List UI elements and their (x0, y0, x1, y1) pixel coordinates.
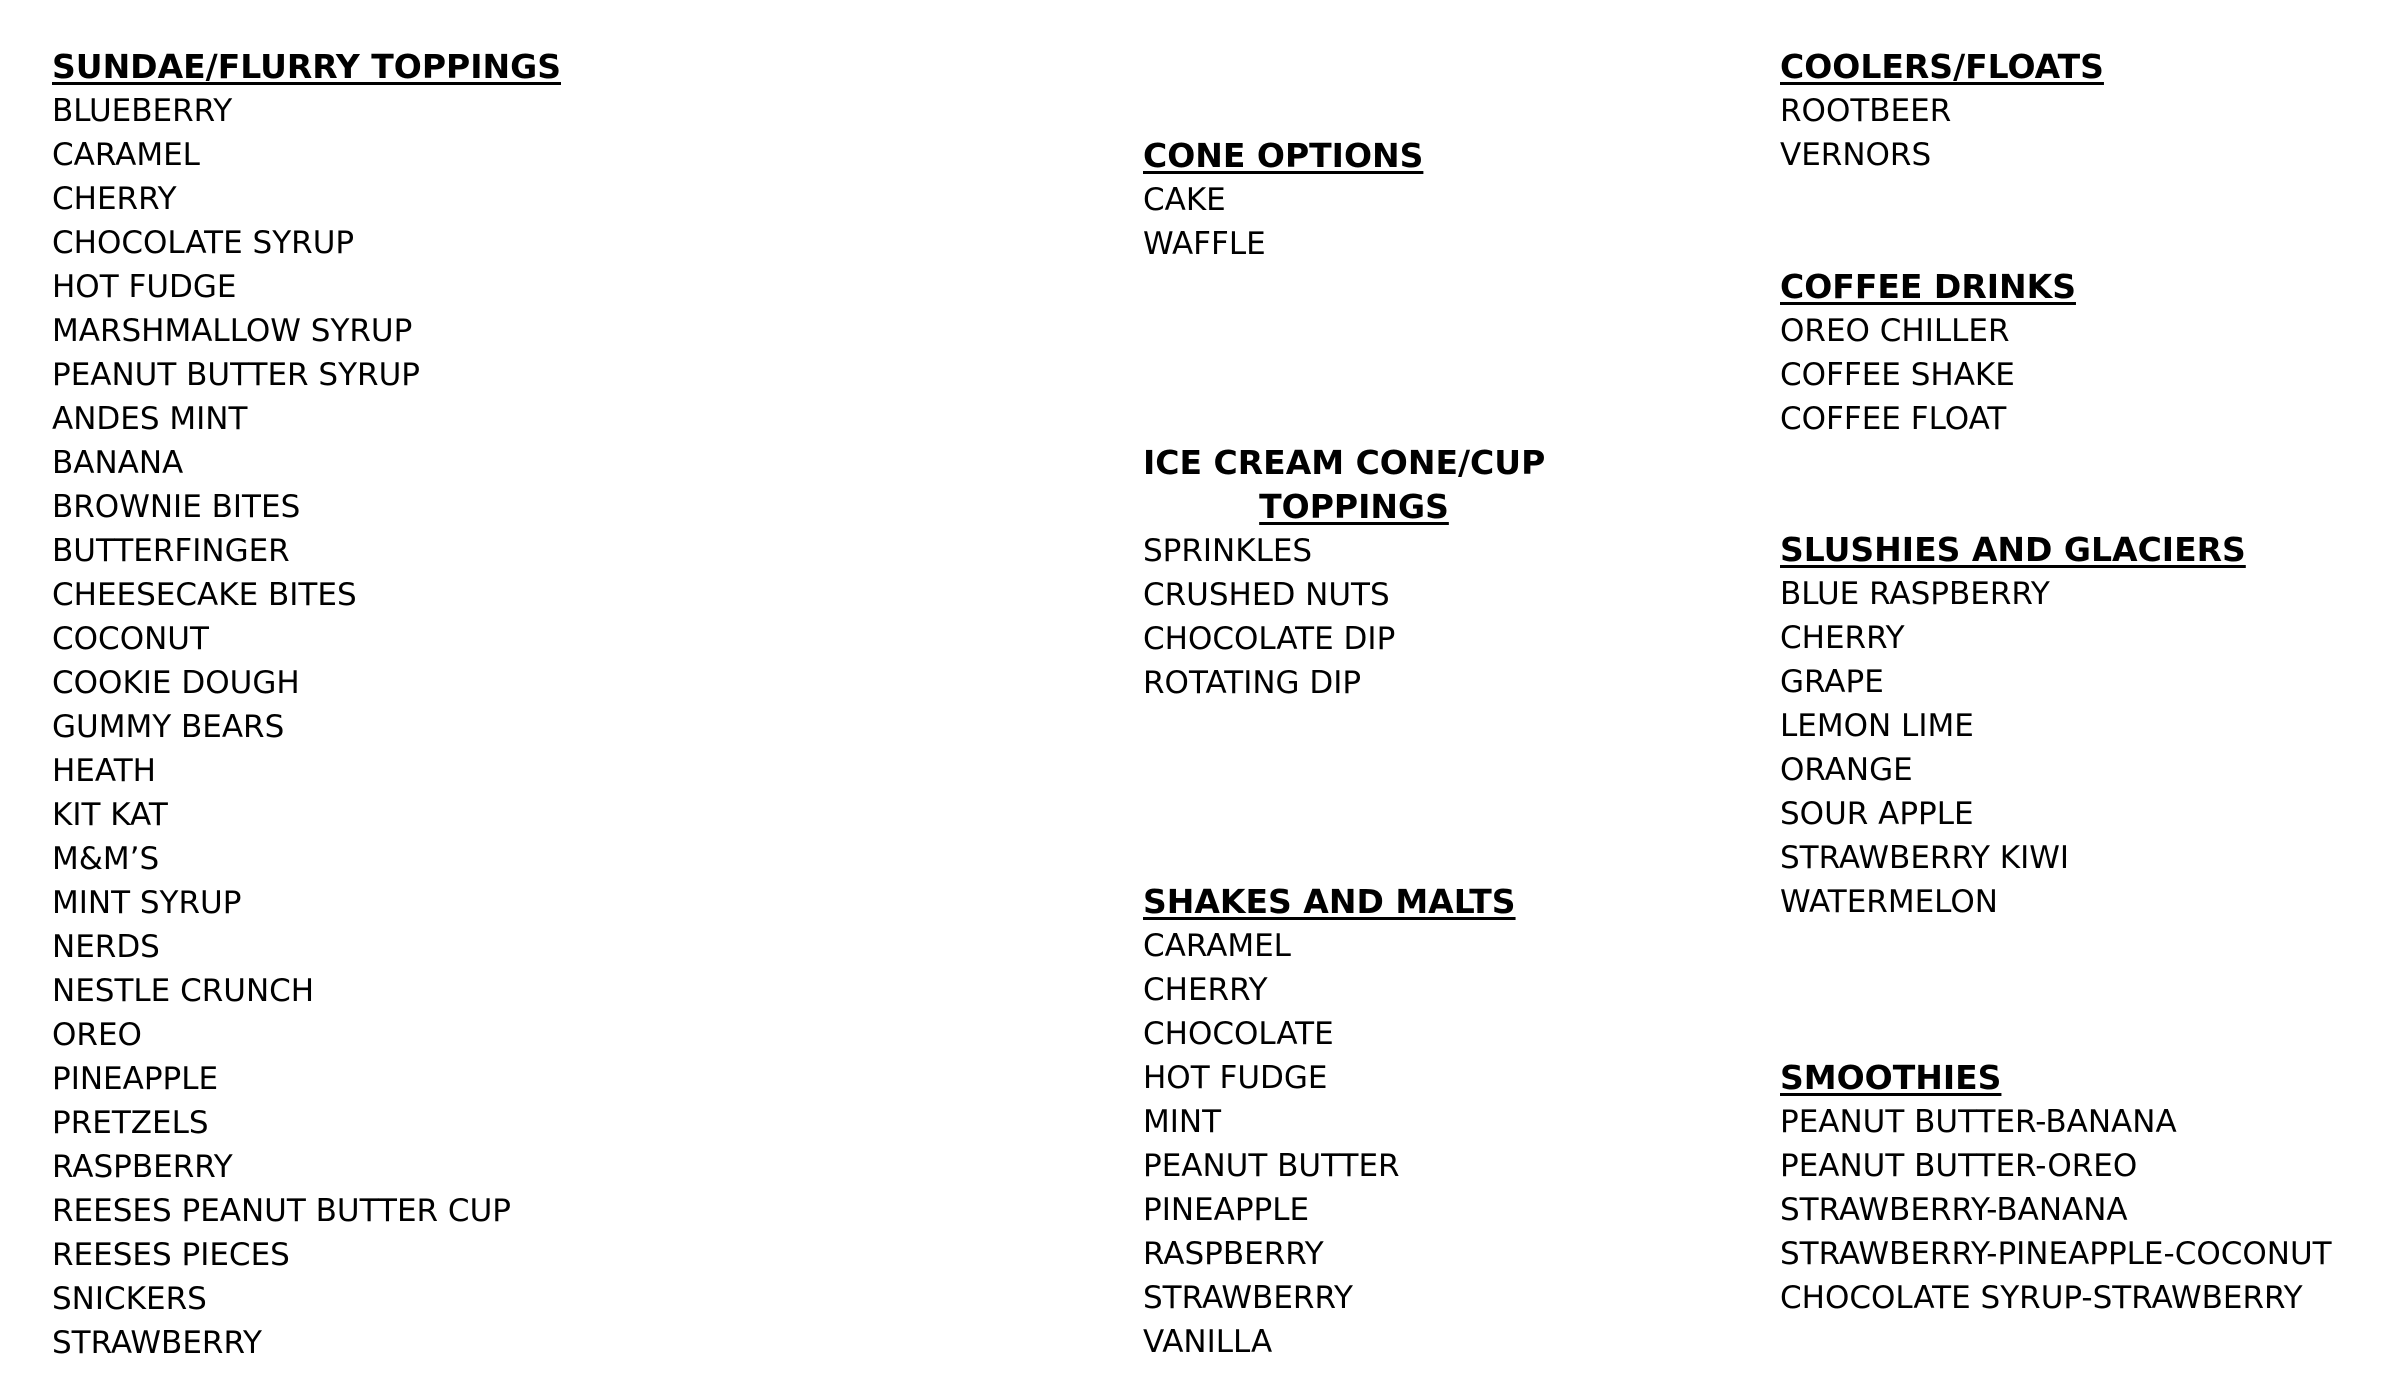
list-item: KIT KAT (52, 797, 168, 833)
list-item: CHERRY (1780, 620, 1905, 656)
cone-options-list (1143, 178, 1423, 266)
smoothies-heading: SMOOTHIES (1780, 1058, 2002, 1097)
list-item: HEATH (52, 753, 156, 789)
list-item: HOT FUDGE (1143, 1060, 1328, 1096)
list-item: BUTTERFINGER (52, 533, 290, 569)
list-item: CARAMEL (1143, 928, 1291, 964)
list-item: REESES PIECES (52, 1237, 290, 1273)
list-item: PEANUT BUTTER SYRUP (52, 357, 420, 393)
cone-options-section (1143, 134, 1423, 266)
list-item: ROTATING DIP (1143, 665, 1362, 701)
list-item: CHOCOLATE SYRUP-STRAWBERRY (1780, 1280, 2303, 1316)
list-item: M&M’S (52, 841, 160, 877)
slushies-glaciers-heading: SLUSHIES AND GLACIERS (1780, 530, 2246, 569)
list-item: SNICKERS (52, 1281, 207, 1317)
list-item: PEANUT BUTTER (1143, 1148, 1400, 1184)
list-item: BLUE RASPBERRY (1780, 576, 2050, 612)
cone-cup-toppings-heading-line1: ICE CREAM CONE/CUP (1143, 443, 1546, 482)
list-item: BLUEBERRY (52, 93, 233, 129)
list-item: CHOCOLATE SYRUP (52, 225, 355, 261)
list-item: MINT (1143, 1104, 1222, 1140)
list-item: REESES PEANUT BUTTER CUP (52, 1193, 511, 1229)
shakes-malts-list (1143, 924, 1516, 1364)
sundae-toppings-section (52, 45, 561, 1365)
coolers-floats-list (1780, 89, 2104, 177)
smoothies-list (1780, 1100, 2332, 1320)
list-item: OREO CHILLER (1780, 313, 2010, 349)
list-item: STRAWBERRY KIWI (1780, 840, 2070, 876)
list-item: BANANA (52, 445, 184, 481)
list-item: RASPBERRY (52, 1149, 233, 1185)
coolers-floats-section (1780, 45, 2104, 177)
list-item: LEMON LIME (1780, 708, 1974, 744)
list-item: COOKIE DOUGH (52, 665, 300, 701)
list-item: CAKE (1143, 182, 1226, 218)
coffee-drinks-section (1780, 265, 2076, 441)
list-item: CHERRY (52, 181, 177, 217)
list-item: CRUSHED NUTS (1143, 577, 1390, 613)
list-item: SOUR APPLE (1780, 796, 1974, 832)
list-item: ORANGE (1780, 752, 1913, 788)
list-item: WATERMELON (1780, 884, 1998, 920)
shakes-malts-section (1143, 880, 1516, 1364)
list-item: STRAWBERRY (52, 1325, 262, 1361)
list-item: STRAWBERRY (1143, 1280, 1353, 1316)
list-item: SPRINKLES (1143, 533, 1313, 569)
cone-cup-toppings-heading-line2: TOPPINGS (1259, 487, 1449, 526)
list-item: RASPBERRY (1143, 1236, 1324, 1272)
slushies-glaciers-section (1780, 528, 2246, 924)
list-item: VANILLA (1143, 1324, 1273, 1360)
list-item: GRAPE (1780, 664, 1884, 700)
list-item: PEANUT BUTTER-OREO (1780, 1148, 2138, 1184)
list-item: MARSHMALLOW SYRUP (52, 313, 413, 349)
coffee-drinks-heading: COFFEE DRINKS (1780, 267, 2076, 306)
coolers-floats-heading: COOLERS/FLOATS (1780, 47, 2104, 86)
list-item: VERNORS (1780, 137, 1932, 173)
list-item: CHEESECAKE BITES (52, 577, 357, 613)
list-item: STRAWBERRY-PINEAPPLE-COCONUT (1780, 1236, 2332, 1272)
smoothies-section (1780, 1056, 2332, 1320)
list-item: CARAMEL (52, 137, 200, 173)
list-item: NERDS (52, 929, 160, 965)
cone-cup-toppings-list (1143, 529, 1565, 705)
list-item: ANDES MINT (52, 401, 248, 437)
list-item: ROOTBEER (1780, 93, 1952, 129)
cone-cup-toppings-section (1143, 441, 1565, 705)
list-item: GUMMY BEARS (52, 709, 285, 745)
list-item: PINEAPPLE (52, 1061, 219, 1097)
list-item: OREO (52, 1017, 142, 1053)
list-item: BROWNIE BITES (52, 489, 301, 525)
list-item: MINT SYRUP (52, 885, 242, 921)
list-item: PINEAPPLE (1143, 1192, 1310, 1228)
list-item: WAFFLE (1143, 226, 1266, 262)
list-item: CHOCOLATE DIP (1143, 621, 1396, 657)
list-item: PEANUT BUTTER-BANANA (1780, 1104, 2177, 1140)
list-item: COCONUT (52, 621, 209, 657)
list-item: COFFEE FLOAT (1780, 401, 2007, 437)
list-item: NESTLE CRUNCH (52, 973, 315, 1009)
list-item: STRAWBERRY-BANANA (1780, 1192, 2128, 1228)
list-item: CHOCOLATE (1143, 1016, 1334, 1052)
cone-options-heading: CONE OPTIONS (1143, 136, 1424, 175)
sundae-toppings-heading: SUNDAE/FLURRY TOPPINGS (52, 47, 561, 86)
sundae-toppings-list (52, 89, 561, 1365)
coffee-drinks-list (1780, 309, 2076, 441)
list-item: HOT FUDGE (52, 269, 237, 305)
list-item: PRETZELS (52, 1105, 209, 1141)
list-item: COFFEE SHAKE (1780, 357, 2015, 393)
list-item: CHERRY (1143, 972, 1268, 1008)
shakes-malts-heading: SHAKES AND MALTS (1143, 882, 1516, 921)
slushies-glaciers-list (1780, 572, 2246, 924)
